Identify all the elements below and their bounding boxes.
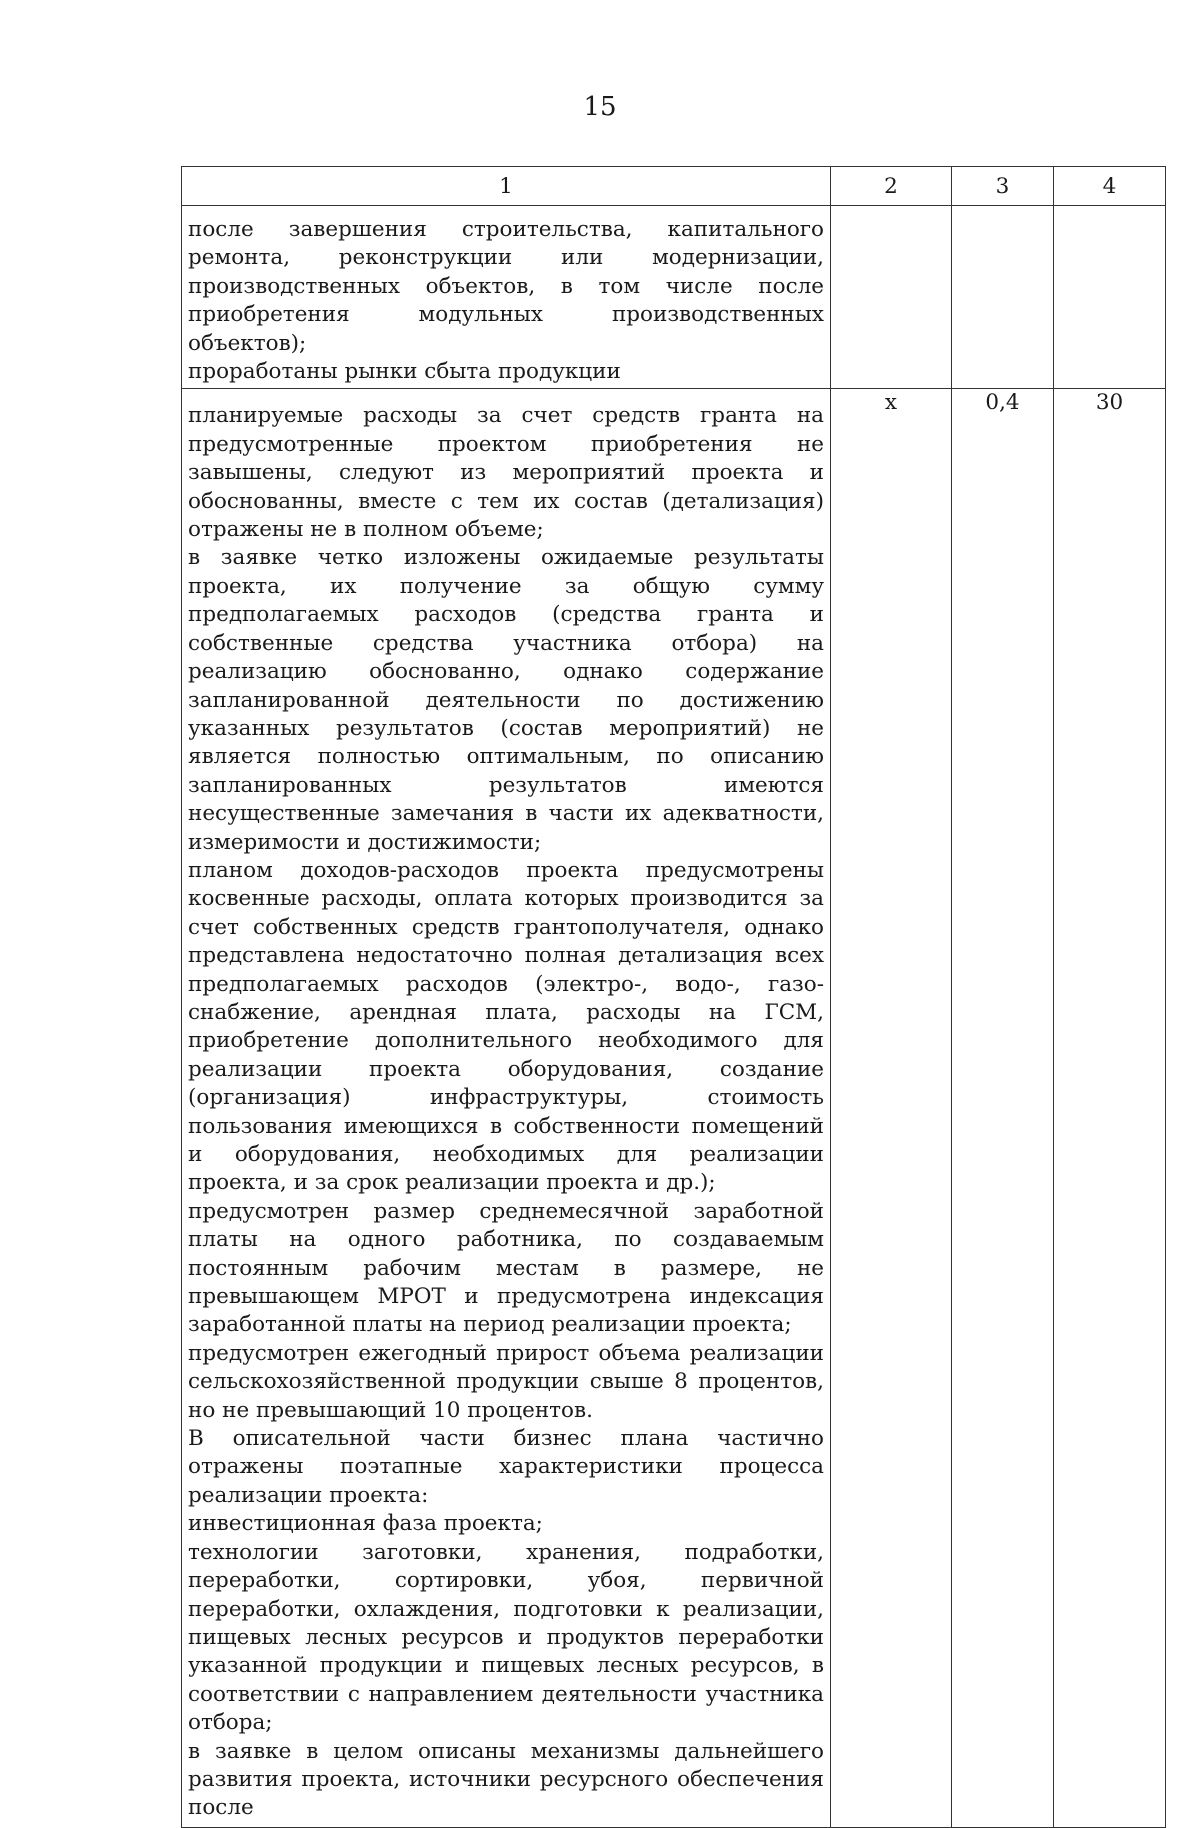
paragraph: проработаны рынки сбыта продукции xyxy=(188,359,621,385)
paragraph: в заявке четко изложены ожидаемые результаты проекта, их получение за общую сумму предполагаемых расходов (средства гранта и собственные средства участника отбора) на реализацию обоснованно, однако содержание запланированной деятельности по достижению указанных результатов (состав мероприятий) не является полностью оптимальным, по описанию запланированных результатов имеются несущественные замечания в части их адекватности, измеримости и достижимости; xyxy=(188,545,824,855)
weight-cell: 0,4 xyxy=(952,389,1054,1827)
criteria-table xyxy=(181,166,1166,1828)
paragraph: планом доходов-расходов проекта предусмотрены косвенные расходы, оплата которых производится за счет собственных средств грантополучателя, однако представлена недостаточно полная детализация всех предполагаемых расходов (электро-, водо-, газо- снабжение, арендная плата, расходы на ГСМ, приобретение дополнительного необходимого для реализации проекта оборудования, создание (организация) инфраструктуры, стоимость пользования имеющихся в собственности помещений и оборудования, необходимых для реализации проекта, и за срок реализации проекта и др.); xyxy=(188,857,824,1196)
header-cell-3: 3 xyxy=(952,167,1054,206)
table-row xyxy=(182,389,1166,1827)
table-header-row xyxy=(182,167,1166,206)
mark-cell xyxy=(831,206,952,389)
paragraph: планируемые расходы за счет средств гранта на предусмотренные проектом приобретения не завышены, следуют из мероприятий проекта и обоснованны, вместе с тем их состав (детализация) отражены не в полном объеме; xyxy=(188,403,824,543)
paragraph: технологии заготовки, хранения, подработки, переработки, сортировки, убоя, первичной переработки, охлаждения, подготовки к реализации, пищевых лесных ресурсов и продуктов переработки указанной продукции и пищевых лесных ресурсов, в соответствии с направлением деятельности участника отбора; xyxy=(188,1539,824,1736)
criteria-description-cell xyxy=(182,389,831,1827)
weight-cell xyxy=(952,206,1054,389)
paragraph: в заявке в целом описаны механизмы дальнейшего развития проекта, источники ресурсного обеспечения после xyxy=(188,1738,824,1821)
paragraph: предусмотрен размер среднемесячной заработной платы на одного работника, по создаваемым постоянным рабочим местам в размере, не превышающем МРОТ и предусмотрена индексация заработанной платы на период реализации проекта; xyxy=(188,1198,824,1338)
paragraph: после завершения строительства, капитального ремонта, реконструкции или модернизации, производственных объектов, в том числе после приобретения модульных производственных объектов); xyxy=(188,217,824,356)
header-cell-1: 1 xyxy=(182,167,831,206)
score-cell xyxy=(1054,206,1166,389)
mark-cell: х xyxy=(831,389,952,1827)
page-number: 15 xyxy=(583,92,617,122)
criteria-description-cell xyxy=(182,206,831,389)
header-cell-2: 2 xyxy=(831,167,952,206)
table-row xyxy=(182,206,1166,389)
score-cell: 30 xyxy=(1054,389,1166,1827)
paragraph: предусмотрен ежегодный прирост объема реализации сельскохозяйственной продукции свыше 8 процентов, но не превышающий 10 процентов. xyxy=(188,1340,824,1423)
header-cell-4: 4 xyxy=(1054,167,1166,206)
paragraph: инвестиционная фаза проекта; xyxy=(188,1511,543,1537)
paragraph: В описательной части бизнес плана частично отражены поэтапные характеристики процесса реализации проекта: xyxy=(188,1426,824,1508)
